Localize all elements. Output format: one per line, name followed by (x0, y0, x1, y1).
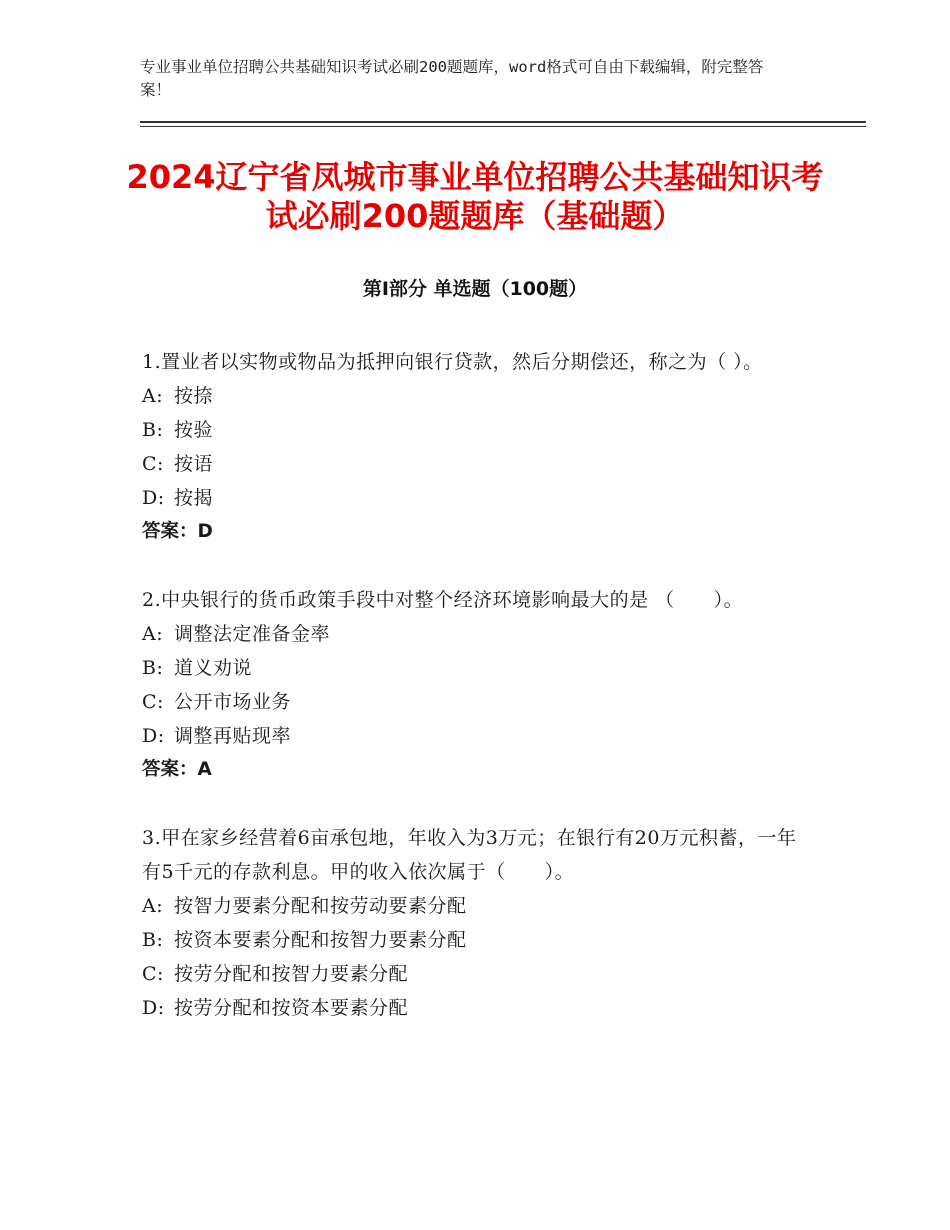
answer-option (142, 379, 807, 413)
option-letter: D: (142, 997, 165, 1019)
question-item (142, 821, 807, 1025)
question-item (142, 583, 807, 787)
option-letter: D: (142, 725, 165, 747)
answer-option (142, 685, 807, 719)
option-text: 按捺 (174, 385, 214, 407)
question-stem: 2.中央银行的货币政策手段中对整个经济环境影响最大的是 （ ）。 (142, 589, 744, 611)
option-letter: D: (142, 487, 165, 509)
answer-option (142, 413, 807, 447)
option-text: 按劳分配和按智力要素分配 (174, 963, 409, 985)
answer-option (142, 889, 807, 923)
option-text: 按揭 (174, 487, 214, 509)
answer-option (142, 617, 807, 651)
header-note: 专业事业单位招聘公共基础知识考试必刷200题题库，word格式可自由下载编辑，附完整答案！ (140, 58, 764, 99)
option-letter: A: (142, 385, 164, 407)
option-text: 按资本要素分配和按智力要素分配 (174, 929, 467, 951)
correct-answer: 答案：A (142, 759, 212, 780)
option-letter: C: (142, 691, 164, 713)
option-letter: C: (142, 453, 164, 475)
answer-option (142, 447, 807, 481)
option-letter: A: (142, 623, 164, 645)
option-text: 按验 (174, 419, 214, 441)
option-letter: B: (142, 657, 164, 679)
option-text: 按智力要素分配和按劳动要素分配 (174, 895, 467, 917)
option-letter: C: (142, 963, 164, 985)
answer-option (142, 991, 807, 1025)
answer-option (142, 719, 807, 753)
question-stem: 3.甲在家乡经营着6亩承包地，年收入为3万元；在银行有20万元积蓄，一年有5千元的存款利息。甲的收入依次属于（ ）。 (142, 827, 797, 883)
option-text: 道义劝说 (174, 657, 253, 679)
header-divider-thick (140, 121, 866, 123)
answer-option (142, 651, 807, 685)
option-letter: B: (142, 419, 164, 441)
section-title: 第Ⅰ部分 单选题（100题） (362, 278, 588, 300)
option-letter: B: (142, 929, 164, 951)
option-text: 按劳分配和按资本要素分配 (174, 997, 409, 1019)
option-text: 调整法定准备金率 (174, 623, 331, 645)
answer-option (142, 481, 807, 515)
header-divider-thin (140, 126, 866, 127)
option-text: 公开市场业务 (174, 691, 292, 713)
option-letter: A: (142, 895, 164, 917)
answer-option (142, 923, 807, 957)
question-stem: 1.置业者以实物或物品为抵押向银行贷款，然后分期偿还，称之为（ ）。 (142, 351, 763, 373)
document-title: 2024辽宁省凤城市事业单位招聘公共基础知识考试必刷200题题库（基础题） (126, 158, 824, 235)
correct-answer: 答案：D (142, 521, 213, 542)
answer-option (142, 957, 807, 991)
option-text: 调整再贴现率 (174, 725, 292, 747)
question-item (142, 345, 807, 549)
question-list (142, 345, 807, 1059)
option-text: 按语 (174, 453, 214, 475)
